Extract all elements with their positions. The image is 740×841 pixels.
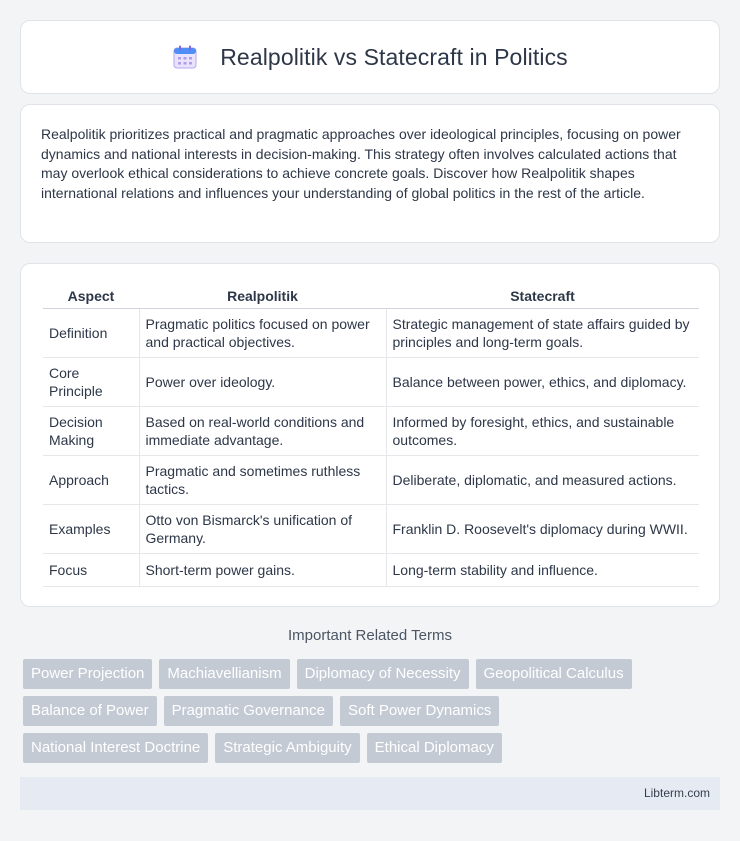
tag-diplomacy-of-necessity[interactable]: Diplomacy of Necessity (297, 659, 469, 689)
row-aspect: Approach (43, 455, 139, 504)
tag-row (23, 733, 723, 763)
row-statecraft: Long-term stability and influence. (386, 553, 699, 586)
column-header-realpolitik: Realpolitik (139, 284, 386, 308)
intro-text: Realpolitik prioritizes practical and pragmatic approaches over ideological principles, focusing on power dynamics and national interests in decision-making. This strategy often involves calculated actions that may overlook ethical considerations to achieve concrete goals. Discover how Realpolitik shapes international relations and influences your understanding of global politics in the rest of the article. (41, 126, 681, 201)
related-terms-title: Important Related Terms (288, 627, 452, 644)
row-realpolitik: Short-term power gains. (139, 553, 386, 586)
row-statecraft: Deliberate, diplomatic, and measured actions. (386, 455, 699, 504)
row-statecraft: Balance between power, ethics, and diplomacy. (386, 357, 699, 406)
row-realpolitik: Otto von Bismarck's unification of Germany. (139, 504, 386, 553)
row-aspect: Focus (43, 553, 139, 586)
column-header-aspect: Aspect (43, 284, 139, 308)
tag-row (23, 696, 723, 726)
row-statecraft: Strategic management of state affairs guided by principles and long-term goals. (386, 308, 699, 357)
intro-card (20, 104, 720, 243)
tag-row (23, 659, 723, 689)
row-aspect: Core Principle (43, 357, 139, 406)
table-row (43, 357, 699, 406)
tag-balance-of-power[interactable]: Balance of Power (23, 696, 157, 726)
footer (20, 777, 720, 810)
row-realpolitik: Pragmatic politics focused on power and practical objectives. (139, 308, 386, 357)
related-terms-list (23, 659, 723, 770)
tag-ethical-diplomacy[interactable]: Ethical Diplomacy (367, 733, 502, 763)
row-realpolitik: Based on real-world conditions and immediate advantage. (139, 406, 386, 455)
comparison-table (43, 284, 699, 587)
calendar-icon (172, 44, 198, 70)
row-realpolitik: Power over ideology. (139, 357, 386, 406)
tag-pragmatic-governance[interactable]: Pragmatic Governance (164, 696, 333, 726)
table-row (43, 406, 699, 455)
row-realpolitik: Pragmatic and sometimes ruthless tactics. (139, 455, 386, 504)
row-aspect: Definition (43, 308, 139, 357)
tag-soft-power-dynamics[interactable]: Soft Power Dynamics (340, 696, 499, 726)
tag-power-projection[interactable]: Power Projection (23, 659, 152, 689)
tag-machiavellianism[interactable]: Machiavellianism (159, 659, 289, 689)
tag-strategic-ambiguity[interactable]: Strategic Ambiguity (215, 733, 359, 763)
footer-site-link[interactable]: Libterm.com (643, 786, 710, 800)
row-aspect: Examples (43, 504, 139, 553)
comparison-table-card (20, 263, 720, 607)
page-title: Realpolitik vs Statecraft in Politics (220, 43, 568, 70)
table-row (43, 553, 699, 586)
table-row (43, 504, 699, 553)
table-row (43, 455, 699, 504)
title-card (20, 20, 720, 94)
row-statecraft: Franklin D. Roosevelt's diplomacy during WWII. (386, 504, 699, 553)
row-aspect: Decision Making (43, 406, 139, 455)
column-header-statecraft: Statecraft (386, 284, 699, 308)
table-header-row (43, 284, 699, 308)
tag-national-interest-doctrine[interactable]: National Interest Doctrine (23, 733, 208, 763)
tag-geopolitical-calculus[interactable]: Geopolitical Calculus (476, 659, 632, 689)
table-row (43, 308, 699, 357)
row-statecraft: Informed by foresight, ethics, and sustainable outcomes. (386, 406, 699, 455)
